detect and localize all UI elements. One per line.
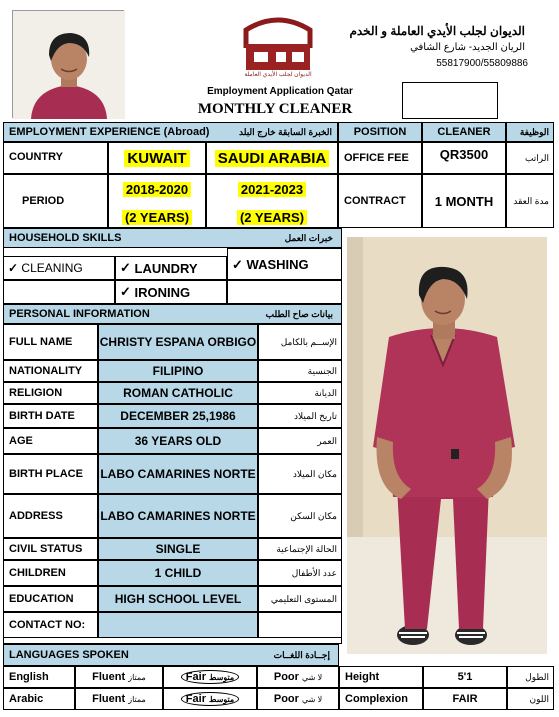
personal-row-label-ar: الجنسية [258, 360, 342, 382]
fair-option-selected [181, 692, 239, 706]
personal-row-label: EDUCATION [3, 586, 98, 612]
personal-row-value: SINGLE [98, 538, 258, 560]
language-name: Arabic [9, 693, 44, 705]
position-label-ar: الوظيفة [506, 122, 554, 142]
fluent-option: Fluent [92, 693, 126, 705]
agency-address: الريان الجديد- شارع الشافي [410, 42, 525, 53]
personal-header-en: PERSONAL INFORMATION [9, 308, 150, 320]
fair-option: Fair [185, 693, 206, 705]
height-label: Height [339, 666, 423, 688]
experience-header [3, 122, 338, 142]
office-fee-ar: الراتب [506, 142, 554, 174]
personal-row-value: LABO CAMARINES NORTE [98, 494, 258, 538]
form-title: MONTHLY CLEANER [197, 101, 353, 117]
personal-row-label-ar: تاريخ الميلاد [258, 404, 342, 428]
skill-laundry-label: LAUNDRY [134, 260, 198, 276]
language-cell [75, 666, 163, 688]
personal-row-label: RELIGION [3, 382, 98, 404]
personal-row-label: ADDRESS [3, 494, 98, 538]
language-cell [3, 666, 75, 688]
languages-header [3, 644, 339, 666]
logo-subtitle: الديوان لجلب الأيدي العاملة [244, 72, 312, 78]
job1-country: KUWAIT [124, 150, 189, 167]
complexion-label: Complexion [339, 688, 423, 710]
language-cell [257, 688, 339, 710]
job2-years: 2021-2023 [238, 182, 306, 197]
personal-row-value: DECEMBER 25,1986 [98, 404, 258, 428]
personal-row-value: 36 YEARS OLD [98, 428, 258, 454]
personal-row-label: FULL NAME [3, 324, 98, 360]
job2-country-cell [206, 142, 338, 174]
office-fee-value: QR3500 [422, 142, 506, 174]
poor-option-ar: لا شي [301, 694, 323, 704]
skill-cleaning [3, 256, 115, 280]
personal-row-label-ar: المستوى التعليمي [258, 586, 342, 612]
language-cell [75, 688, 163, 710]
poor-option-ar: لا شي [301, 672, 323, 682]
skills-header-en: HOUSEHOLD SKILLS [9, 232, 122, 244]
personal-row-label: AGE [3, 428, 98, 454]
fluent-option-ar: ممتاز [128, 672, 146, 682]
full-body-photo [347, 237, 547, 654]
language-cell [3, 688, 75, 710]
language-cell [163, 666, 257, 688]
country-label: COUNTRY [3, 142, 108, 174]
fluent-option: Fluent [92, 671, 126, 683]
poor-option: Poor [273, 671, 299, 683]
office-fee-label: OFFICE FEE [338, 142, 422, 174]
check-icon: ✓ [232, 257, 243, 272]
experience-header-ar: الخبرة السابقة خارج البلد [239, 126, 332, 137]
personal-row-value: FILIPINO [98, 360, 258, 382]
check-icon: ✓ [120, 284, 131, 299]
agency-name: الديوان لجلب الأيدي العاملة و الخدم [349, 24, 525, 38]
skills-header-ar: خبرات العمل [284, 232, 333, 243]
language-cell [257, 666, 339, 688]
personal-header [3, 304, 342, 324]
skill-ironing [115, 280, 227, 304]
complexion-value: FAIR [423, 688, 507, 710]
period-label: PERIOD [3, 174, 108, 228]
job1-years: 2018-2020 [123, 182, 191, 197]
passport-photo [12, 10, 124, 118]
position-value: CLEANER [422, 122, 506, 142]
check-icon: ✓ [8, 261, 19, 275]
personal-row-value: CHRISTY ESPANA ORBIGO [98, 324, 258, 360]
fair-option-ar: متوسط [209, 673, 235, 682]
personal-row-value: HIGH SCHOOL LEVEL [98, 586, 258, 612]
personal-row-label: NATIONALITY [3, 360, 98, 382]
personal-row-label: CHILDREN [3, 560, 98, 586]
personal-row-label-ar: عدد الأطفال [258, 560, 342, 586]
languages-header-ar: إجــادة اللغــات [273, 649, 330, 660]
job2-country: SAUDI ARABIA [215, 150, 330, 167]
skill-ironing-label: IRONING [134, 284, 191, 300]
personal-row-label: CIVIL STATUS [3, 538, 98, 560]
personal-row-value: 1 CHILD [98, 560, 258, 586]
skills-blank-left [3, 280, 115, 304]
personal-row-label-ar: مكان الميلاد [258, 454, 342, 494]
skill-washing-label: WASHING [246, 257, 309, 272]
personal-row-label-ar: الإســم بالكامل [258, 324, 342, 360]
fair-option-ar: متوسط [209, 695, 235, 704]
contract-label: CONTRACT [338, 174, 422, 228]
position-label: POSITION [338, 122, 422, 142]
skill-washing [227, 248, 342, 280]
height-ar: الطول [507, 666, 554, 688]
personal-row-label-ar: مكان السكن [258, 494, 342, 538]
personal-header-ar: بيانات صاح الطلب [265, 308, 333, 319]
job1-duration: (2 YEARS) [122, 210, 192, 225]
job2-period-cell [206, 174, 338, 228]
reference-box [402, 82, 498, 119]
language-cell [163, 688, 257, 710]
personal-row-value: ROMAN CATHOLIC [98, 382, 258, 404]
languages-header-en: LANGUAGES SPOKEN [9, 649, 129, 661]
personal-row-label-ar: الديانة [258, 382, 342, 404]
personal-row-label-ar: الحالة الإجتماعية [258, 538, 342, 560]
skills-blank-right [227, 280, 342, 304]
job2-duration: (2 YEARS) [237, 210, 307, 225]
fluent-option-ar: ممتاز [128, 694, 146, 704]
agency-logo [232, 8, 324, 86]
agency-phones: 55817900/55809886 [436, 58, 528, 69]
personal-row-label: BIRTH DATE [3, 404, 98, 428]
complexion-ar: اللون [507, 688, 554, 710]
job1-period-cell [108, 174, 206, 228]
skills-header [3, 228, 342, 248]
fair-option-selected [181, 670, 239, 684]
height-value: 5'1 [423, 666, 507, 688]
contract-ar: مدة العقد [506, 174, 554, 228]
personal-row-label-ar [258, 612, 342, 638]
skill-cleaning-label: CLEANING [21, 261, 83, 275]
personal-row-label: BIRTH PLACE [3, 454, 98, 494]
skill-laundry [115, 256, 227, 280]
form-subtitle: Employment Application Qatar [207, 86, 353, 97]
personal-row-label-ar: العمر [258, 428, 342, 454]
personal-row-label: CONTACT NO: [3, 612, 98, 638]
job1-country-cell [108, 142, 206, 174]
contract-value: 1 MONTH [422, 174, 506, 228]
personal-row-value [98, 612, 258, 638]
personal-row-value: LABO CAMARINES NORTE [98, 454, 258, 494]
check-icon: ✓ [120, 260, 131, 275]
fair-option: Fair [185, 671, 206, 683]
experience-header-en: EMPLOYMENT EXPERIENCE (Abroad) [9, 126, 210, 138]
language-name: English [9, 671, 49, 683]
poor-option: Poor [273, 693, 299, 705]
